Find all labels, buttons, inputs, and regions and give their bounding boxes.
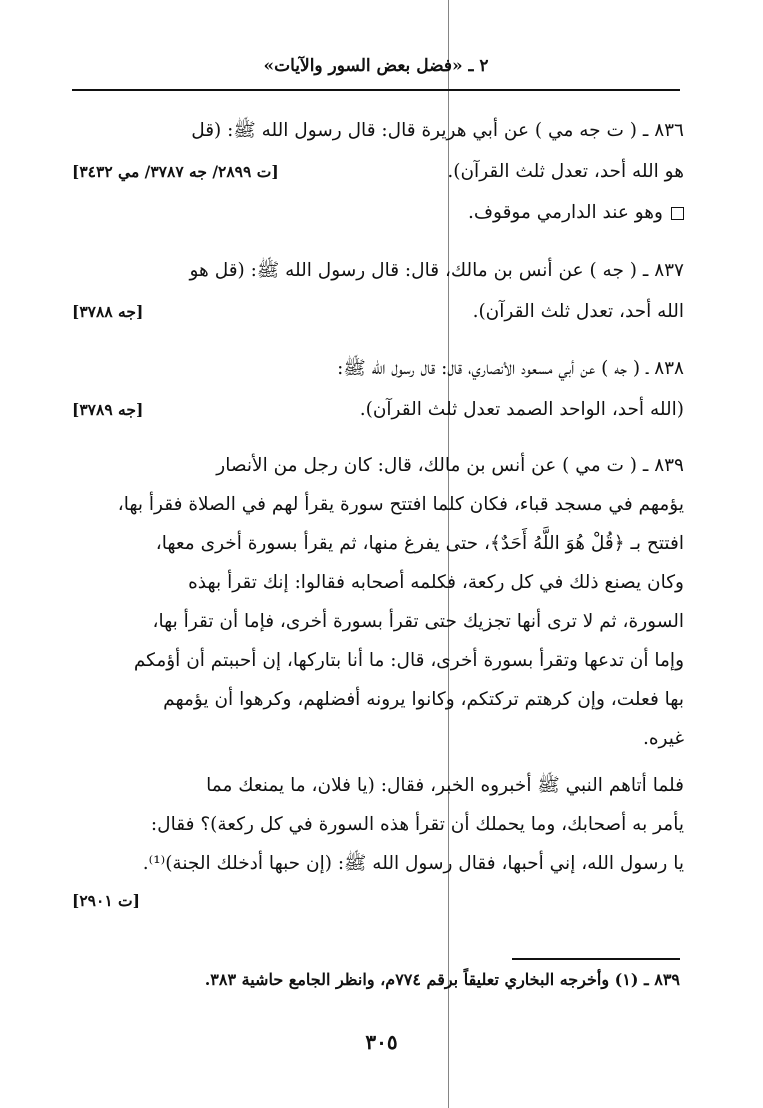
paragraph-line: يأمر به أصحابك، وما يحملك أن تقرأ هذه السورة في كل ركعة)؟ فقال: — [150, 814, 684, 835]
header-rule — [72, 89, 680, 91]
source-reference: [جه ٣٧٨٩] — [72, 400, 144, 419]
hadith-text: ٨٣٦ ـ ( ت جه مي ) عن أبي هريرة قال: قال رسول الله ﷺ: (قل — [191, 120, 684, 141]
hadith-line — [72, 348, 684, 389]
hadith-838 — [72, 348, 684, 430]
paragraph-line: افتتح بـ ﴿قُلْ هُوَ اللَّهُ أَحَدٌ﴾، حتى يفرغ منها، ثم يقرأ بسورة أخرى معها، — [155, 533, 684, 554]
footnote-rule — [512, 958, 680, 960]
hadith-text: هو الله أحد، تعدل ثلث القرآن). — [447, 161, 684, 182]
hadith-line — [72, 151, 684, 192]
paragraph-line: ٨٣٩ ـ ( ت مي ) عن أنس بن مالك، قال: كان رجل من الأنصار — [216, 455, 684, 476]
paragraph-line: يؤمهم في مسجد قباء، فكان كلما افتتح سورة يقرأ لهم في الصلاة فقرأ بها، — [117, 494, 684, 515]
hadith-line — [72, 389, 684, 430]
square-bullet-icon — [671, 207, 684, 220]
footnote: ٨٣٩ ـ (١) وأخرجه البخاري تعليقاً برقم ٧٧٤م، وانظر الجامع حاشية ٣٨٣. — [204, 970, 680, 989]
note-line — [72, 192, 684, 234]
paragraph-line: غيره. — [642, 728, 684, 749]
page-number: ٣٠٥ — [365, 1030, 398, 1054]
hadith-text: ٨٣٨ ـ ( جه ) عن أبي مسعود الأنصاري، قال: قال رسول الله ﷺ: — [337, 358, 684, 379]
running-header: ٢ ـ «فضل بعض السور والآيات» — [263, 56, 489, 76]
hadith-836 — [72, 110, 684, 234]
hadith-text: ٨٣٧ ـ ( جه ) عن أنس بن مالك، قال: قال رسول الله ﷺ: (قل هو — [189, 260, 684, 281]
hadith-text: الله أحد، تعدل ثلث القرآن). — [472, 301, 684, 322]
paragraph-line: السورة، ثم لا ترى أنها تجزيك حتى تقرأ بسورة أخرى، فإما أن تقرأ بها، — [152, 611, 684, 632]
hadith-line — [72, 110, 684, 151]
paragraph-line: وكان يصنع ذلك في كل ركعة، فكلمه أصحابه فقالوا: إنك تقرأ بهذه — [188, 572, 684, 593]
hadith-line — [72, 250, 684, 291]
main-content — [72, 110, 684, 935]
hadith-line — [72, 291, 684, 332]
paragraph-line: بها فعلت، وإن كرهتم تركتكم، وكانوا يرونه أفضلهم، وكرهوا أن يؤمهم — [163, 689, 684, 710]
source-reference: [جه ٣٧٨٨] — [72, 302, 144, 321]
paragraph-line: يا رسول الله، إني أحبها، فقال رسول الله ﷺ: (إن حبها أدخلك الجنة)⁽¹⁾. — [142, 853, 684, 874]
hadith-839 — [72, 446, 684, 919]
paragraph-line: وإما أن تدعها وتقرأ بسورة أخرى، قال: ما أنا بتاركها، إن أحببتم أن أؤمكم — [133, 650, 684, 671]
hadith-837 — [72, 250, 684, 332]
note-text: وهو عند الدارمي موقوف. — [467, 202, 663, 223]
source-reference: [ت ٢٨٩٩/ جه ٣٧٨٧/ مي ٣٤٣٢] — [72, 162, 279, 181]
paragraph-line: فلما أتاهم النبي ﷺ أخبروه الخبر، فقال: (يا فلان، ما يمنعك مما — [206, 775, 684, 796]
hadith-text: (الله أحد، الواحد الصمد تعدل ثلث القرآن). — [359, 399, 684, 420]
source-reference: [ت ٢٩٠١] — [72, 891, 140, 910]
